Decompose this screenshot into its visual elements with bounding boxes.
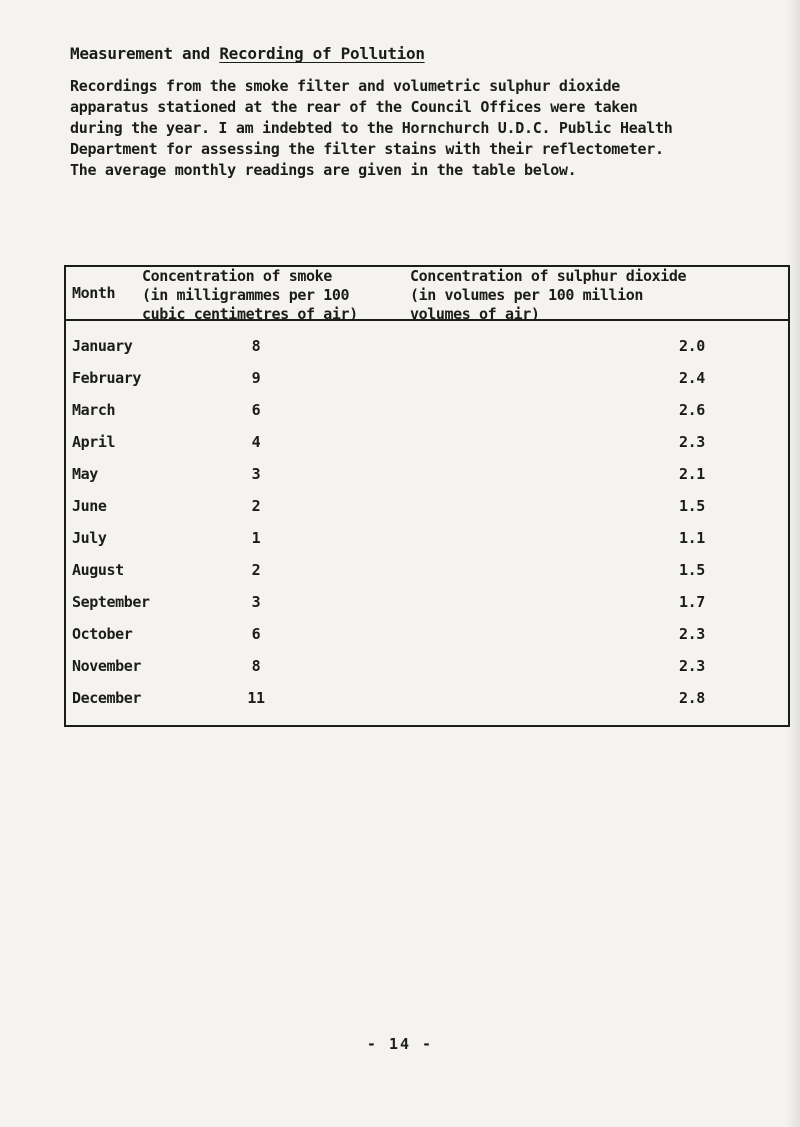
table-row	[66, 369, 788, 391]
table-row	[66, 561, 788, 583]
header-smoke	[142, 267, 358, 324]
section-heading-underlined: Recording of Pollution	[219, 44, 425, 63]
cell-smoke: 4	[251, 433, 261, 451]
cell-smoke: 3	[251, 465, 261, 483]
cell-month: May	[72, 465, 98, 483]
cell-so2: 1.5	[679, 497, 705, 515]
cell-month: February	[72, 369, 142, 387]
table-row	[66, 657, 788, 679]
table-row	[66, 337, 788, 359]
cell-month: September	[72, 593, 150, 611]
page-number: - 14 -	[366, 1035, 434, 1053]
cell-so2: 1.7	[679, 593, 705, 611]
cell-so2: 2.4	[679, 369, 705, 387]
intro-line: The average monthly readings are given in the table below.	[70, 161, 577, 179]
cell-month: December	[72, 689, 142, 707]
cell-month: August	[72, 561, 124, 579]
table-row	[66, 529, 788, 551]
intro-line: apparatus stationed at the rear of the Council Offices were taken	[70, 98, 638, 116]
cell-smoke: 6	[251, 625, 261, 643]
intro-line: during the year. I am indebted to the Hornchurch U.D.C. Public Health	[70, 119, 673, 137]
table-row	[66, 593, 788, 615]
cell-smoke: 6	[251, 401, 261, 419]
table-row	[66, 497, 788, 519]
table-row	[66, 625, 788, 647]
cell-so2: 2.0	[679, 337, 705, 355]
cell-so2: 1.5	[679, 561, 705, 579]
intro-line: Department for assessing the filter stains with their reflectometer.	[70, 140, 664, 158]
cell-so2: 2.3	[679, 657, 705, 675]
header-smoke-line: Concentration of smoke	[142, 267, 332, 285]
header-divider	[66, 319, 788, 321]
cell-so2: 2.1	[679, 465, 705, 483]
cell-so2: 2.8	[679, 689, 705, 707]
table-row	[66, 465, 788, 487]
table-row	[66, 401, 788, 423]
cell-smoke: 2	[251, 497, 261, 515]
cell-month: November	[72, 657, 142, 675]
cell-so2: 1.1	[679, 529, 705, 547]
cell-so2: 2.3	[679, 433, 705, 451]
cell-month: June	[72, 497, 107, 515]
table-row	[66, 689, 788, 711]
pollution-table	[64, 265, 790, 727]
cell-month: October	[72, 625, 133, 643]
intro-line: Recordings from the smoke filter and volumetric sulphur dioxide	[70, 77, 621, 95]
header-smoke-line: cubic centimetres of air)	[142, 305, 358, 323]
cell-smoke: 2	[251, 561, 261, 579]
cell-smoke: 8	[251, 337, 261, 355]
cell-so2: 2.6	[679, 401, 705, 419]
header-so2-line: (in volumes per 100 million	[410, 286, 644, 304]
section-heading	[70, 44, 425, 63]
header-month: Month	[72, 284, 116, 302]
header-sulphur-dioxide	[410, 267, 686, 324]
cell-smoke: 8	[251, 657, 261, 675]
cell-smoke: 1	[251, 529, 261, 547]
header-so2-line: volumes of air)	[410, 305, 540, 323]
cell-month: April	[72, 433, 116, 451]
cell-month: March	[72, 401, 116, 419]
cell-month: July	[72, 529, 107, 547]
cell-smoke: 11	[247, 689, 265, 707]
intro-paragraph	[70, 76, 770, 181]
header-smoke-line: (in milligrammes per 100	[142, 286, 350, 304]
section-heading-prefix: Measurement and	[70, 44, 220, 63]
cell-month: January	[72, 337, 133, 355]
table-row	[66, 433, 788, 455]
cell-smoke: 9	[251, 369, 261, 387]
header-so2-line: Concentration of sulphur dioxide	[410, 267, 687, 285]
cell-so2: 2.3	[679, 625, 705, 643]
cell-smoke: 3	[251, 593, 261, 611]
